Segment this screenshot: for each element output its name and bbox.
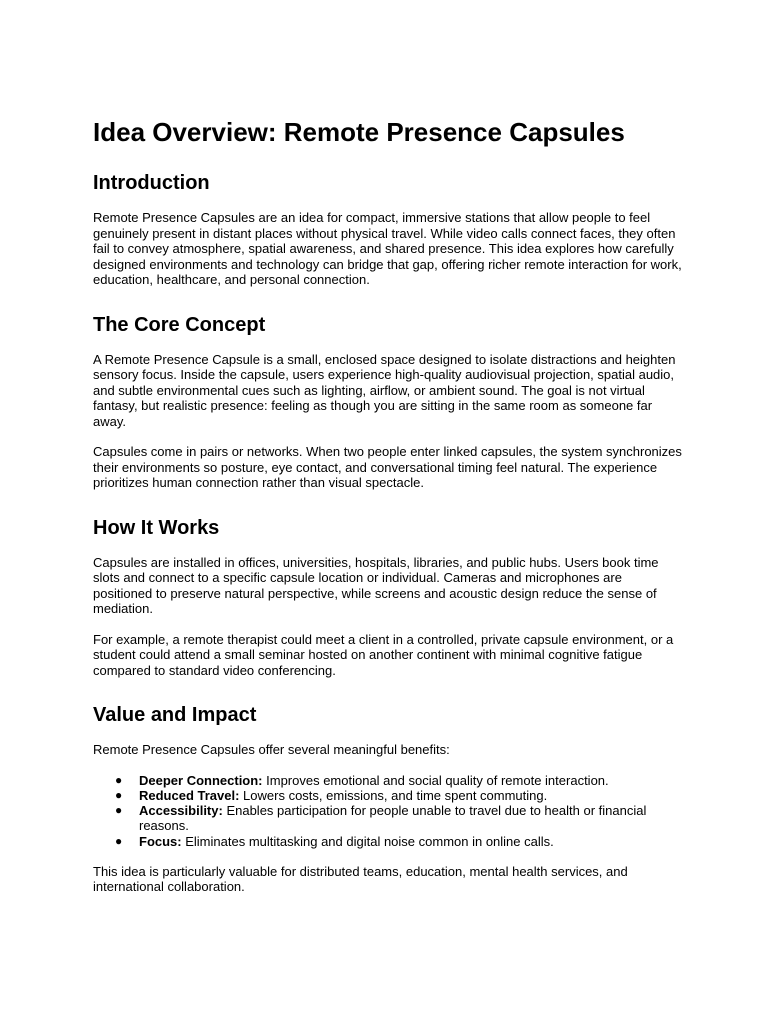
- benefit-term: Reduced Travel:: [139, 787, 240, 803]
- bullet-icon: ●: [115, 787, 123, 802]
- benefit-term: Accessibility:: [139, 803, 223, 819]
- benefit-text: Enables participation for people unable to travel due to health or financial reasons.: [139, 803, 647, 834]
- value-impact-closing: This idea is particularly valuable for distributed teams, education, mental health services, and international collaboration.: [93, 863, 628, 895]
- bullet-icon: ●: [115, 833, 123, 848]
- how-it-works-paragraph-2: For example, a remote therapist could meet a client in a controlled, private capsule environment, or a student could attend a small seminar hosted on another continent with minimal cognitive fatigue compared to standard video conferencing.: [93, 631, 674, 678]
- benefit-term: Deeper Connection:: [139, 772, 263, 788]
- document-page: [93, 116, 683, 910]
- section-heading-core-concept: The Core Concept: [93, 313, 266, 336]
- bullet-icon: ●: [115, 772, 123, 787]
- value-impact-intro: Remote Presence Capsules offer several meaningful benefits:: [93, 742, 450, 757]
- document-title: Idea Overview: Remote Presence Capsules: [93, 117, 625, 147]
- list-item: [115, 833, 683, 849]
- bullet-icon: ●: [115, 803, 123, 818]
- section-heading-value-impact: Value and Impact: [93, 704, 257, 726]
- list-item: [115, 787, 683, 803]
- benefit-text: Eliminates multitasking and digital noise common in online calls.: [181, 833, 554, 849]
- benefit-text: Lowers costs, emissions, and time spent commuting.: [239, 787, 548, 803]
- section-heading-how-it-works: How It Works: [93, 516, 220, 539]
- list-item: [115, 772, 683, 788]
- section-heading-introduction: Introduction: [93, 172, 210, 194]
- benefit-term: Focus:: [139, 833, 182, 849]
- benefits-list: [93, 773, 683, 849]
- core-concept-paragraph-2: Capsules come in pairs or networks. When two people enter linked capsules, the system synchronizes their environments so posture, eye contact, and conversational timing feel natural. The experience prioritizes human connection rather than visual spectacle.: [93, 444, 682, 490]
- list-item: [115, 803, 683, 834]
- core-concept-paragraph-1: A Remote Presence Capsule is a small, enclosed space designed to isolate distractions and heighten sensory focus. Inside the capsule, users experience high-quality audiovisual projection, spatial audio, and subtle environmental cues such as lighting, airflow, or ambient sound. The goal is not virtual fantasy, but realistic presence: feeling as though you are sitting in the same room as someone far away.: [93, 351, 676, 429]
- benefit-text: Improves emotional and social quality of remote interaction.: [262, 772, 609, 788]
- introduction-paragraph: Remote Presence Capsules are an idea for compact, immersive stations that allow people to feel genuinely present in distant places without physical travel. While video calls connect faces, they often fail to convey atmosphere, spatial awareness, and shared presence. This idea explores how carefully designed environments and technology can bridge that gap, offering richer remote interaction for work, education, healthcare, and personal connection.: [93, 210, 682, 287]
- how-it-works-paragraph-1: Capsules are installed in offices, universities, hospitals, libraries, and public hubs. Users book time slots and connect to a specific capsule location or individual. Cameras and microphones are positioned to preserve natural perspective, while screens and acoustic design reduce the sense of mediation.: [93, 554, 659, 616]
